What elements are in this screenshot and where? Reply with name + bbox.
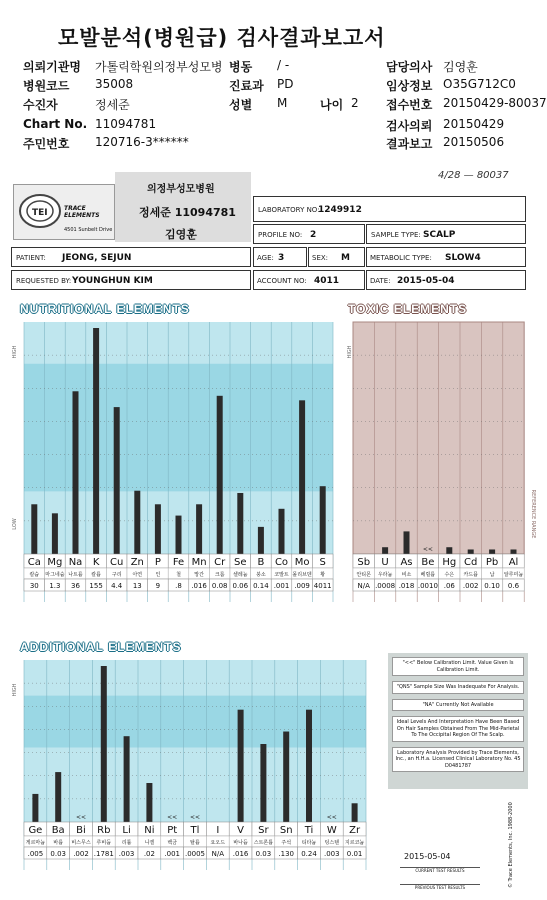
- patient-label: PATIENT:: [16, 254, 46, 262]
- footer-copyright: © Trace Elements, Inc. 1988-2000: [508, 802, 514, 888]
- element-name-kr: 탈륨: [190, 840, 200, 846]
- header-key: 담당의사: [386, 60, 433, 74]
- element-symbol: W: [326, 825, 337, 836]
- element-name-kr: 수은: [444, 572, 455, 578]
- additional-chart: [8, 652, 383, 880]
- element-value: 155: [89, 582, 103, 590]
- header-value: 20150429-80037: [443, 96, 547, 110]
- lab-no-value: 1249912: [318, 205, 362, 215]
- element-symbol: As: [400, 557, 413, 568]
- element-symbol: Mo: [294, 557, 310, 568]
- element-symbol: Sr: [258, 825, 269, 836]
- result-bar-cr: [217, 396, 223, 554]
- element-value: .009: [294, 582, 310, 590]
- side-label-high: HIGH: [12, 683, 18, 697]
- element-value: N/A: [357, 582, 370, 590]
- element-symbol: Al: [508, 557, 519, 568]
- side-label-reference: REFERENCE RANGE: [530, 489, 537, 539]
- element-symbol: Hg: [442, 557, 457, 568]
- header-key: 의뢰기관명: [23, 60, 81, 74]
- reference-band: [24, 696, 366, 748]
- header-value: 11094781: [95, 117, 157, 131]
- header-value: 가톨릭학원의정부성모병: [95, 60, 223, 74]
- element-value: 0.01: [346, 850, 363, 858]
- element-name-kr: 요오드: [210, 840, 226, 846]
- element-value: .0008: [375, 582, 396, 590]
- element-name-kr: 알루미늄: [503, 572, 524, 578]
- result-bar-v: [238, 710, 244, 822]
- account-value: 4011: [314, 276, 340, 286]
- element-name-kr: 리튬: [121, 840, 132, 846]
- element-value: 0.03: [255, 850, 272, 858]
- element-symbol: I: [216, 825, 220, 836]
- element-name-kr: 스트론튬: [253, 840, 274, 846]
- result-bar-al: [511, 549, 517, 554]
- side-label-low: LOW: [12, 518, 18, 530]
- below-limit-marker: <<: [422, 546, 433, 553]
- account-box: [253, 270, 365, 290]
- result-bar-b: [258, 527, 264, 554]
- sample-value: SCALP: [423, 230, 456, 240]
- element-value: 30: [29, 582, 39, 590]
- note-item: Ideal Levels And Interpretation Have Been Based On Hair Samples Obtained From The Mid-Parietal To The Occipital Region Of The Scalp.: [392, 716, 524, 742]
- element-symbol: Bi: [76, 825, 86, 836]
- element-name-kr: 마그네슘: [45, 572, 65, 578]
- below-limit-marker: <<: [75, 814, 87, 821]
- element-name-kr: 납: [489, 572, 495, 578]
- result-bar-hg: [446, 547, 452, 554]
- sample-box: [366, 224, 526, 244]
- element-symbol: Pb: [485, 557, 499, 568]
- element-value: .02: [143, 850, 155, 858]
- result-bar-cu: [114, 407, 120, 554]
- reference-band: [24, 364, 333, 492]
- element-symbol: Li: [122, 825, 131, 836]
- element-symbol: Pt: [167, 825, 178, 836]
- header-value: 2: [351, 96, 359, 110]
- element-name-kr: 철: [176, 572, 181, 578]
- element-symbol: Fe: [172, 557, 185, 568]
- element-name-kr: 칼륨: [91, 572, 101, 578]
- element-name-kr: 바나듐: [233, 840, 248, 846]
- element-value: .001: [164, 850, 180, 858]
- element-symbol: Ge: [28, 825, 43, 836]
- footer-date: 2015-05-04: [404, 852, 451, 861]
- requested-value: YOUNGHUN KIM: [72, 276, 153, 286]
- element-symbol: S: [319, 557, 326, 568]
- element-value: 0.03: [50, 850, 66, 858]
- header-key: 성별: [229, 98, 253, 112]
- element-name-kr: 안티몬: [356, 572, 371, 578]
- result-bar-sr: [260, 744, 266, 822]
- element-value: .8: [175, 582, 182, 590]
- result-bar-zn: [134, 491, 140, 554]
- lab-logo: [13, 184, 115, 240]
- handwritten-note: 4/28 — 80037: [438, 170, 509, 181]
- header-value: 20150429: [443, 117, 505, 131]
- additional-title: ADDITIONAL ELEMENTS: [20, 640, 182, 654]
- element-value: 4.4: [111, 582, 123, 590]
- result-bar-li: [124, 736, 130, 822]
- header-key: 검사의뢰: [386, 119, 433, 133]
- result-bar-s: [320, 486, 326, 554]
- header-key: 병원코드: [23, 79, 70, 93]
- element-symbol: Ti: [304, 825, 314, 836]
- header-value: M: [277, 96, 288, 110]
- element-symbol: Mn: [191, 557, 207, 568]
- header-value: 정세준: [95, 98, 130, 112]
- element-symbol: Ca: [27, 557, 41, 568]
- element-value: .003: [118, 850, 135, 858]
- header-value: 120716-3******: [95, 135, 189, 149]
- age-label: AGE:: [257, 254, 274, 262]
- toxic-chart: [343, 314, 537, 604]
- element-symbol: B: [257, 557, 265, 568]
- sample-label: SAMPLE TYPE:: [371, 231, 421, 239]
- element-symbol: Cu: [110, 557, 124, 568]
- element-value: 0.06: [232, 582, 249, 590]
- sex-box: [308, 247, 365, 267]
- element-symbol: Cd: [464, 557, 478, 568]
- element-value: 4011: [313, 582, 332, 590]
- header-key: 진료과: [229, 79, 264, 93]
- element-name-kr: 지르코늄: [344, 840, 365, 846]
- element-symbol: Zn: [130, 557, 144, 568]
- toxic-title: TOXIC ELEMENTS: [348, 302, 468, 316]
- requested-label: REQUESTED BY:: [16, 277, 72, 285]
- result-bar-ti: [306, 710, 312, 822]
- header-key: 나이: [320, 98, 344, 112]
- profile-label: PROFILE NO:: [258, 231, 303, 239]
- result-bar-cd: [468, 549, 474, 554]
- element-value: 13: [132, 582, 142, 590]
- element-name-kr: 크롬: [214, 572, 225, 578]
- profile-value: 2: [310, 230, 317, 240]
- footer-current: CURRENT TEST RESULTS: [400, 867, 480, 873]
- below-limit-marker: <<: [167, 814, 178, 821]
- hospital-stamp: [115, 172, 251, 242]
- element-name-kr: 주석: [281, 840, 292, 846]
- note-item: "<<" Below Calibration Limit. Value Given Is Calibration Limit.: [392, 657, 524, 676]
- element-symbol: Be: [421, 557, 435, 568]
- result-bar-na: [73, 391, 79, 554]
- footer-previous: PREVIOUS TEST RESULTS: [400, 884, 480, 890]
- element-value: .0010: [417, 582, 438, 590]
- element-name-kr: 나트륨: [68, 572, 83, 578]
- header-key: 주민번호: [23, 137, 70, 151]
- element-name-kr: 비소: [401, 572, 412, 578]
- element-value: .018: [398, 582, 415, 590]
- result-bar-se: [237, 493, 243, 554]
- element-symbol: K: [92, 557, 100, 568]
- result-bar-pb: [489, 549, 495, 554]
- element-value: .003: [324, 850, 340, 858]
- element-symbol: Mg: [47, 557, 63, 568]
- element-value: .06: [443, 582, 455, 590]
- lab-no-label: LABORATORY NO:: [258, 206, 320, 214]
- element-value: 0.24: [301, 850, 317, 858]
- sex-label: SEX:: [312, 254, 329, 262]
- result-bar-p: [155, 504, 161, 554]
- nutritional-title: NUTRITIONAL ELEMENTS: [20, 302, 190, 316]
- element-symbol: Zr: [349, 825, 361, 836]
- requested-box: [11, 270, 251, 290]
- age-value: 3: [278, 253, 285, 263]
- element-value: 9: [155, 582, 161, 590]
- element-name-kr: 붕소: [256, 572, 266, 578]
- profile-box: [253, 224, 365, 244]
- element-value: .016: [232, 850, 249, 858]
- sex-value: M: [341, 253, 350, 263]
- element-value: 0.08: [211, 582, 228, 590]
- header-key: 임상정보: [386, 79, 433, 93]
- result-bar-ba: [55, 772, 61, 822]
- element-value: N/A: [211, 850, 224, 858]
- element-symbol: Se: [234, 557, 247, 568]
- header-value: / -: [277, 58, 290, 72]
- element-name-kr: 카드뮴: [463, 572, 478, 578]
- result-bar-ca: [31, 504, 37, 554]
- result-bar-as: [404, 531, 410, 554]
- note-item: Laboratory Analysis Provided by Trace Elements, Inc., an H.H.a. Licensed Clinical Laboratory No. 45 D0481787: [392, 747, 524, 773]
- below-limit-marker: <<: [189, 814, 201, 821]
- element-name-kr: 인: [155, 572, 161, 578]
- result-bar-ge: [32, 794, 38, 822]
- result-bar-sn: [283, 732, 289, 822]
- element-name-kr: 구리: [111, 572, 122, 578]
- element-name-kr: 비스무스: [71, 840, 91, 846]
- account-label: ACCOUNT NO:: [257, 277, 307, 285]
- nutritional-chart: [8, 314, 343, 604]
- element-symbol: V: [237, 825, 245, 836]
- element-name-kr: 몰리브덴: [292, 572, 312, 578]
- lab-no-box: [253, 196, 526, 222]
- element-name-kr: 우라늄: [377, 572, 393, 578]
- element-name-kr: 칼슘: [29, 572, 40, 578]
- date-label: DATE:: [370, 277, 391, 285]
- report-title: 모발분석(병원급) 검사결과보고서: [58, 26, 386, 50]
- element-symbol: Sn: [279, 825, 293, 836]
- stamp-patient: 정세준 11094781: [139, 206, 236, 219]
- result-bar-mn: [196, 504, 202, 554]
- metabolic-label: METABOLIC TYPE:: [370, 254, 432, 262]
- metabolic-box: [366, 247, 526, 267]
- element-name-kr: 텅스텐: [324, 840, 340, 846]
- element-value: .002: [73, 850, 89, 858]
- element-value: .0005: [184, 850, 206, 858]
- element-name-kr: 바륨: [53, 840, 64, 846]
- element-symbol: P: [154, 557, 161, 568]
- element-name-kr: 베릴륨: [420, 572, 436, 578]
- date-box: [366, 270, 526, 290]
- side-label-high: HIGH: [347, 345, 353, 359]
- below-limit-marker: <<: [326, 814, 337, 821]
- element-name-kr: 니켈: [144, 840, 155, 846]
- element-symbol: Na: [68, 557, 83, 568]
- element-value: .130: [278, 850, 294, 858]
- element-name-kr: 백금: [167, 840, 178, 846]
- result-bar-co: [279, 509, 285, 554]
- patient-value: JEONG, SEJUN: [62, 253, 132, 263]
- side-label-high: HIGH: [12, 345, 18, 359]
- result-bar-mg: [52, 513, 58, 554]
- element-value: .001: [273, 582, 290, 590]
- header-key: 병동: [229, 60, 253, 74]
- element-value: .016: [191, 582, 207, 590]
- element-name-kr: 셀레늄: [233, 572, 248, 578]
- element-value: 0.10: [484, 582, 500, 590]
- header-value: 35008: [95, 77, 134, 91]
- element-symbol: Ni: [144, 825, 155, 836]
- result-bar-mo: [299, 400, 305, 554]
- header-key: 수진자: [23, 98, 58, 112]
- element-name-kr: 티타늄: [301, 840, 317, 846]
- element-name-kr: 게르마늄: [25, 840, 46, 846]
- header-key: Chart No.: [23, 117, 88, 131]
- logo-name: TRACE ELEMENTS: [64, 205, 100, 219]
- element-symbol: Ba: [51, 825, 65, 836]
- element-symbol: Tl: [190, 825, 200, 836]
- note-item: "NA" Currently Not Available: [392, 699, 524, 712]
- result-bar-fe: [176, 516, 182, 554]
- element-symbol: Cr: [214, 557, 226, 568]
- element-value: .002: [462, 582, 479, 590]
- element-value: .1781: [93, 850, 114, 858]
- age-box: [253, 247, 307, 267]
- note-item: "QNS" Sample Size Was Inadequate For Analysis.: [392, 681, 524, 694]
- svg-text:TEI: TEI: [32, 208, 48, 218]
- date-value: 2015-05-04: [397, 276, 455, 286]
- element-name-kr: 황: [320, 572, 326, 578]
- result-bar-k: [93, 328, 99, 554]
- result-bar-zr: [352, 803, 358, 822]
- element-value: 0.6: [507, 582, 520, 590]
- notes-panel: [388, 653, 528, 789]
- logo-address: 4501 Sunbelt Drive: [64, 227, 113, 233]
- element-symbol: Co: [274, 557, 289, 568]
- metabolic-value: SLOW4: [445, 253, 481, 263]
- element-name-kr: 코발트: [274, 572, 289, 578]
- stamp-doctor: 김영훈: [165, 228, 197, 241]
- header-key: 결과보고: [386, 137, 433, 151]
- element-value: 1.3: [49, 582, 61, 590]
- element-name-kr: 아연: [132, 572, 143, 578]
- lab-report: [8, 168, 537, 896]
- element-value: 36: [71, 582, 80, 590]
- element-name-kr: 루비듐: [96, 840, 112, 846]
- header-key: 접수번호: [386, 98, 433, 112]
- result-bar-u: [382, 547, 388, 554]
- element-value: .005: [27, 850, 44, 858]
- patient-box: [11, 247, 251, 267]
- element-name-kr: 망간: [194, 572, 204, 578]
- header-value: O35G712C0: [443, 77, 516, 91]
- header-value: 20150506: [443, 135, 505, 149]
- stamp-hospital: 의정부성모병원: [147, 184, 215, 195]
- header-value: 김영훈: [443, 60, 478, 74]
- element-symbol: U: [381, 557, 389, 568]
- element-value: 0.14: [253, 582, 269, 590]
- result-bar-ni: [146, 783, 152, 822]
- result-bar-rb: [101, 666, 107, 822]
- element-symbol: Sb: [357, 557, 371, 568]
- element-symbol: Rb: [97, 825, 111, 836]
- header-value: PD: [277, 77, 294, 91]
